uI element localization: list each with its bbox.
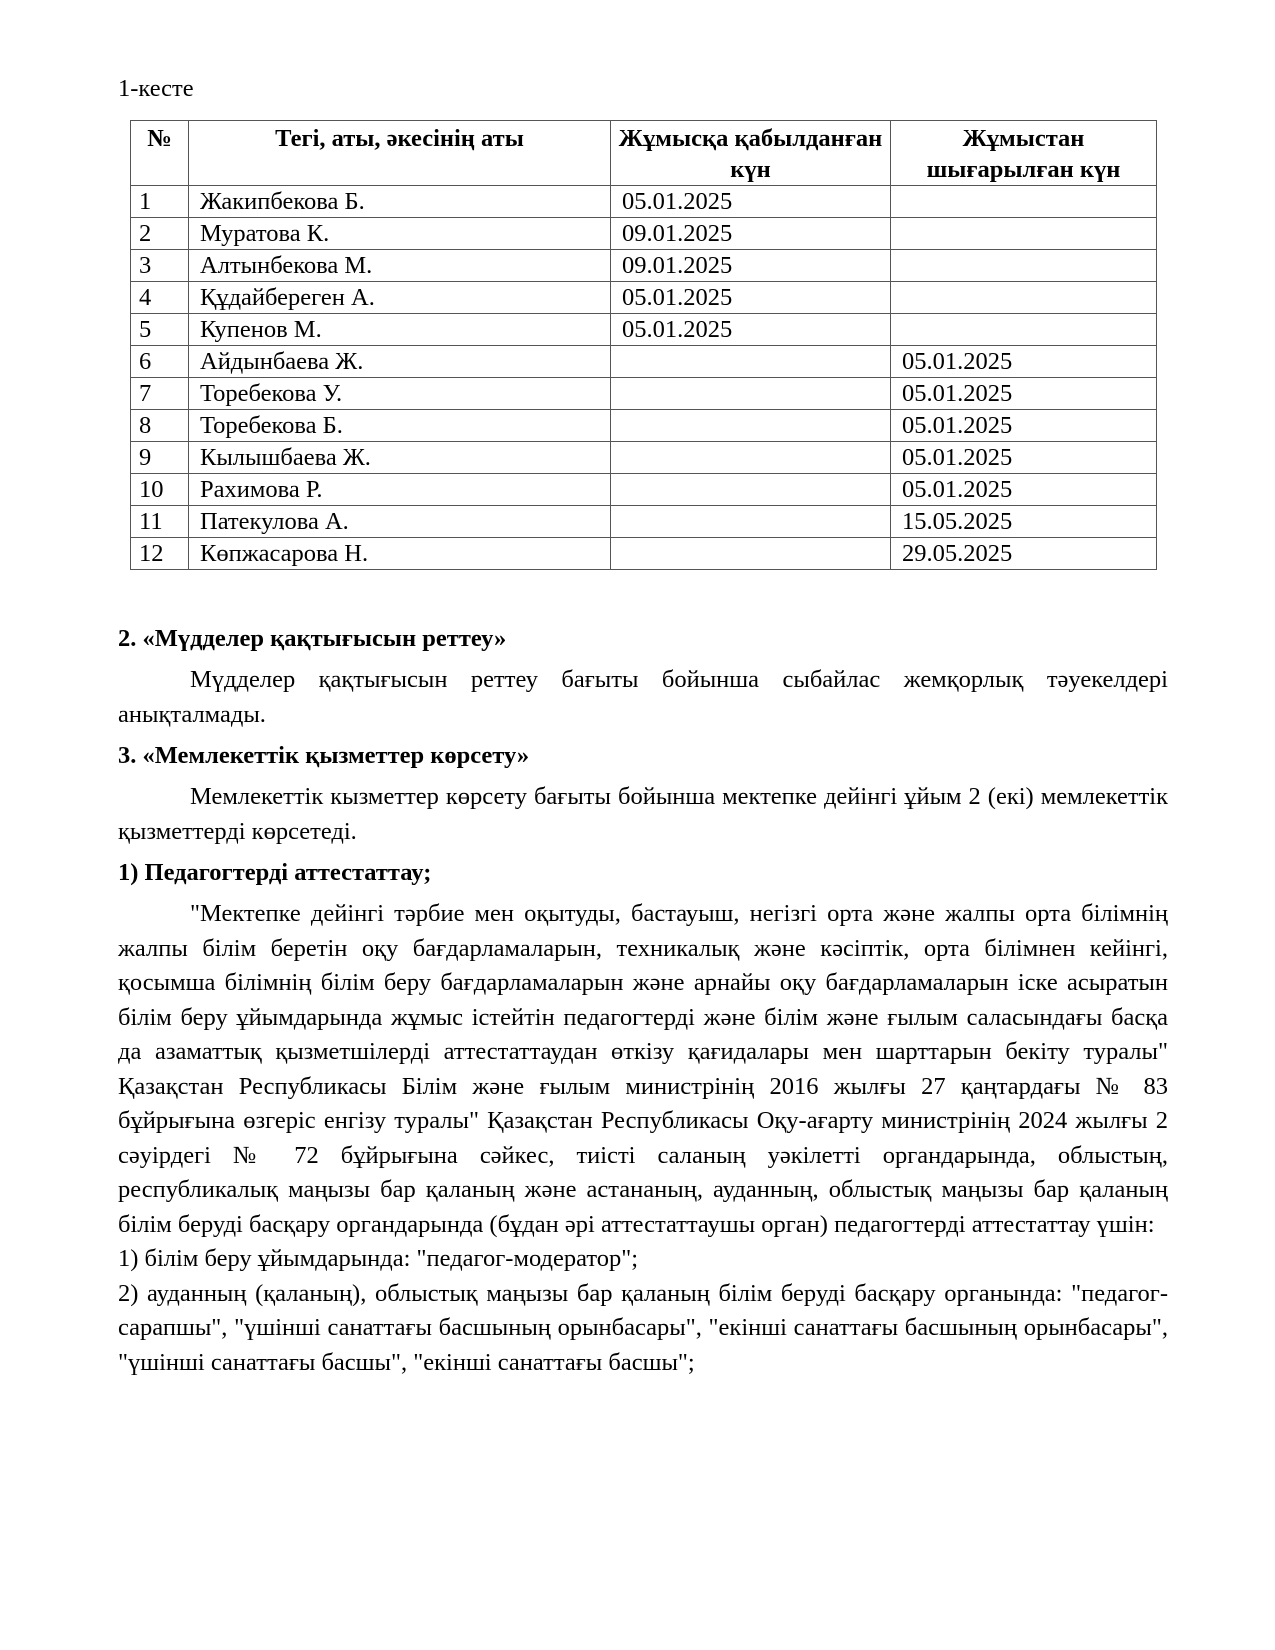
cell-full-name: Торебекова У. (189, 378, 611, 410)
table-row (131, 282, 1157, 314)
cell-dismissal-date: 05.01.2025 (891, 346, 1157, 378)
cell-number: 12 (131, 538, 189, 570)
section-2-heading: 2. «Мүдделер қақтығысын реттеу» (118, 625, 507, 652)
table-row (131, 538, 1157, 570)
subsection-1-heading: 1) Педагогтерді аттестаттау; (118, 859, 432, 886)
header-hire-date: Жұмысқа қабылданған күн (611, 121, 891, 186)
cell-number: 5 (131, 314, 189, 346)
cell-dismissal-date (891, 282, 1157, 314)
cell-full-name: Кылышбаева Ж. (189, 442, 611, 474)
table-row (131, 346, 1157, 378)
document-page (118, 72, 1168, 1380)
cell-hire-date (611, 442, 891, 474)
list-item-2: 2) ауданның (қаланың), облыстық маңызы бар қаланың білім беруді басқару органында: "педагог-сарапшы", "үшінші санаттағы басшының орынбасары", "екінші санаттағы басшының орынбасары", "үшінші санаттағы басшы", "екінші санаттағы басшы"; (118, 1279, 1168, 1376)
cell-hire-date: 09.01.2025 (611, 218, 891, 250)
cell-number: 8 (131, 410, 189, 442)
table-row (131, 474, 1157, 506)
cell-dismissal-date: 05.01.2025 (891, 474, 1157, 506)
cell-full-name: Купенов М. (189, 314, 611, 346)
cell-number: 1 (131, 186, 189, 218)
cell-hire-date: 09.01.2025 (611, 250, 891, 282)
cell-full-name: Айдынбаева Ж. (189, 346, 611, 378)
cell-full-name: Муратова К. (189, 218, 611, 250)
cell-dismissal-date: 05.01.2025 (891, 442, 1157, 474)
cell-hire-date (611, 378, 891, 410)
list-item-1: 1) білім беру ұйымдарында: "педагог-модератор"; (118, 1245, 639, 1272)
header-full-name: Тегі, аты, әкесінің аты (189, 121, 611, 186)
table-header-row (131, 121, 1157, 186)
cell-number: 9 (131, 442, 189, 474)
cell-hire-date (611, 506, 891, 538)
cell-hire-date (611, 474, 891, 506)
table-row (131, 314, 1157, 346)
table-caption: 1-кесте (118, 75, 194, 102)
cell-number: 3 (131, 250, 189, 282)
cell-dismissal-date: 15.05.2025 (891, 506, 1157, 538)
cell-hire-date (611, 538, 891, 570)
cell-full-name: Жакипбекова Б. (189, 186, 611, 218)
cell-hire-date: 05.01.2025 (611, 314, 891, 346)
section-3-heading: 3. «Мемлекеттік қызметтер көрсету» (118, 742, 530, 769)
section-3-paragraph: Мемлекеттік кызметтер көрсету бағыты бойынша мектепке дейінгі ұйым 2 (екі) мемлекеттік қызметтерді көрсетеді. (118, 783, 1168, 845)
cell-dismissal-date (891, 186, 1157, 218)
header-dismissal-date: Жұмыстан шығарылған күн (891, 121, 1157, 186)
cell-number: 10 (131, 474, 189, 506)
table-row (131, 186, 1157, 218)
staff-table (130, 120, 1157, 570)
table-row (131, 250, 1157, 282)
cell-full-name: Рахимова Р. (189, 474, 611, 506)
cell-number: 6 (131, 346, 189, 378)
cell-hire-date (611, 410, 891, 442)
cell-dismissal-date (891, 250, 1157, 282)
table-row (131, 410, 1157, 442)
table-row (131, 218, 1157, 250)
header-number: № (131, 121, 189, 186)
cell-dismissal-date (891, 218, 1157, 250)
cell-full-name: Торебекова Б. (189, 410, 611, 442)
cell-full-name: Көпжасарова Н. (189, 538, 611, 570)
cell-full-name: Құдайбереген А. (189, 282, 611, 314)
cell-number: 7 (131, 378, 189, 410)
cell-hire-date: 05.01.2025 (611, 282, 891, 314)
table-row (131, 442, 1157, 474)
cell-dismissal-date: 05.01.2025 (891, 378, 1157, 410)
cell-dismissal-date (891, 314, 1157, 346)
cell-full-name: Патекулова А. (189, 506, 611, 538)
table-row (131, 506, 1157, 538)
cell-hire-date (611, 346, 891, 378)
cell-number: 2 (131, 218, 189, 250)
cell-full-name: Алтынбекова М. (189, 250, 611, 282)
cell-number: 11 (131, 506, 189, 538)
subsection-1-paragraph: "Мектепке дейінгі тәрбие мен оқытуды, бастауыш, негізгі орта және жалпы орта білімнің жалпы білім беретін оқу бағдарламаларын, техникалық және кәсіптік, орта білімнен кейінгі, қосымша білімнің білім беру бағдарламаларын және арнайы оқу бағдарламаларын іске асыратын білім беру ұйымдарында жұмыс істейтін педагогтерді және білім және ғылым саласындағы басқа да азаматтық қызметшілерді аттестаттаудан өткізу қағидалары мен шарттарын бекіту туралы" Қазақстан Республикасы Білім және ғылым министрінің 2016 жылғы 27 қаңтардағы № 83 бұйрығына өзгеріс енгізу туралы" Қазақстан Республикасы Оқу-ағарту министрінің 2024 жылғы 2 сәуірдегі № 72 бұйрығына сәйкес, тиісті саланың уәкілетті органдарында, облыстың, республикалық маңызы бар қаланың және астананың, ауданның, облыстық маңызы бар қаланың білім беруді басқару органдарында (бұдан әрі аттестаттаушы орган) педагогтерді аттестаттау үшін: (118, 900, 1168, 1238)
cell-dismissal-date: 29.05.2025 (891, 538, 1157, 570)
table-row (131, 378, 1157, 410)
section-2-paragraph: Мүдделер қақтығысын реттеу бағыты бойынша сыбайлас жемқорлық тәуекелдері анықталмады. (118, 666, 1168, 728)
cell-dismissal-date: 05.01.2025 (891, 410, 1157, 442)
cell-hire-date: 05.01.2025 (611, 186, 891, 218)
cell-number: 4 (131, 282, 189, 314)
